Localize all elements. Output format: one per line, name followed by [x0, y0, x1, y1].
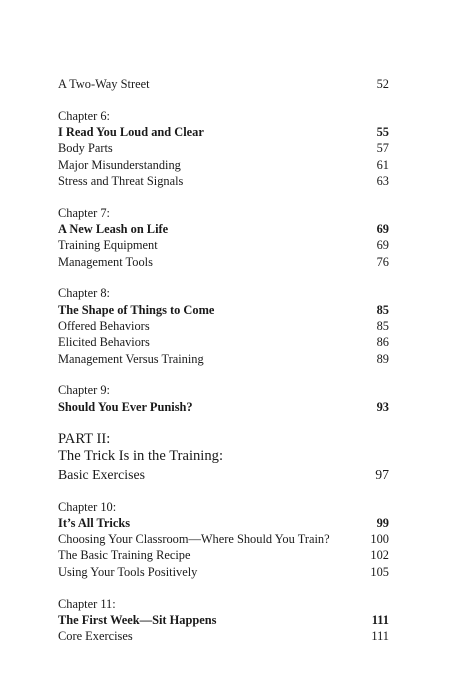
chapter-title: The First Week—Sit Happens — [58, 612, 217, 627]
chapter-title-entry[interactable] — [58, 399, 389, 415]
chapter-block-6 — [58, 108, 389, 189]
part-label: PART II: — [58, 430, 111, 447]
section-label: Using Your Tools Positively — [58, 564, 198, 579]
toc-section-entry[interactable] — [58, 334, 389, 350]
section-label: Offered Behaviors — [58, 319, 150, 334]
chapter-title-entry[interactable] — [58, 302, 389, 318]
section-label: Major Misunderstanding — [58, 157, 181, 172]
chapter-block-9 — [58, 382, 389, 415]
toc-section-entry[interactable] — [58, 628, 389, 644]
toc-section-entry[interactable] — [58, 140, 389, 156]
section-page: 69 — [376, 238, 389, 253]
chapter-page: 85 — [376, 302, 389, 317]
chapter-page: 55 — [376, 125, 389, 140]
toc-section-entry[interactable] — [58, 318, 389, 334]
section-page: 89 — [376, 351, 389, 366]
chapter-title: I Read You Loud and Clear — [58, 125, 204, 140]
chapter-label: Chapter 10: — [58, 499, 117, 514]
toc-section-entry[interactable] — [58, 173, 389, 189]
toc-section-entry[interactable] — [58, 564, 389, 580]
part-title-line-2: Basic Exercises — [58, 466, 145, 482]
chapter-label: Chapter 9: — [58, 383, 110, 398]
toc-section-entry[interactable] — [58, 531, 389, 547]
toc-entry-label: A Two-Way Street — [58, 77, 150, 91]
section-label: Core Exercises — [58, 629, 133, 644]
section-page: 111 — [371, 629, 389, 644]
toc-section-entry[interactable] — [58, 237, 389, 253]
section-label: The Basic Training Recipe — [58, 548, 191, 563]
chapter-title-entry[interactable] — [58, 612, 389, 628]
chapter-label: Chapter 11: — [58, 596, 116, 611]
toc-entry-intro[interactable] — [58, 76, 389, 92]
section-page: 105 — [370, 564, 389, 579]
section-page: 100 — [370, 532, 389, 547]
section-page: 63 — [376, 173, 389, 188]
chapter-title: A New Leash on Life — [58, 222, 169, 237]
section-label: Choosing Your Classroom—Where Should You Train? — [58, 532, 330, 547]
section-page: 57 — [376, 141, 389, 156]
section-label: Body Parts — [58, 141, 113, 156]
section-page: 76 — [376, 254, 389, 269]
section-page: 102 — [370, 548, 389, 563]
toc-entry-page: 52 — [376, 77, 389, 91]
table-of-contents — [58, 76, 389, 644]
chapter-page: 93 — [376, 399, 389, 414]
chapter-label: Chapter 6: — [58, 108, 110, 123]
chapter-block-11 — [58, 596, 389, 645]
part-title-line-1: The Trick Is in the Training: — [58, 448, 224, 465]
chapter-title-entry[interactable] — [58, 124, 389, 140]
section-label: Management Tools — [58, 254, 153, 269]
toc-section-entry[interactable] — [58, 157, 389, 173]
chapter-block-10 — [58, 499, 389, 580]
chapter-block-7 — [58, 205, 389, 270]
chapter-title-entry[interactable] — [58, 221, 389, 237]
chapter-title: Should You Ever Punish? — [58, 399, 193, 414]
section-label: Elicited Behaviors — [58, 335, 150, 350]
part-title-entry[interactable] — [58, 466, 389, 484]
toc-section-entry[interactable] — [58, 547, 389, 563]
toc-section-entry[interactable] — [58, 351, 389, 367]
section-page: 86 — [376, 335, 389, 350]
section-label: Stress and Threat Signals — [58, 173, 184, 188]
chapter-label: Chapter 7: — [58, 205, 110, 220]
chapter-title: It’s All Tricks — [58, 515, 131, 530]
section-label: Training Equipment — [58, 238, 158, 253]
chapter-page: 99 — [376, 515, 389, 530]
chapter-page: 111 — [371, 612, 389, 627]
chapter-block-8 — [58, 285, 389, 366]
chapter-label: Chapter 8: — [58, 286, 110, 301]
toc-section-entry[interactable] — [58, 254, 389, 270]
section-label: Management Versus Training — [58, 351, 204, 366]
part-block — [58, 431, 389, 484]
chapter-title-entry[interactable] — [58, 515, 389, 531]
section-page: 61 — [376, 157, 389, 172]
section-page: 85 — [376, 319, 389, 334]
chapter-page: 69 — [376, 222, 389, 237]
part-page: 97 — [375, 466, 389, 482]
chapter-title: The Shape of Things to Come — [58, 302, 215, 317]
